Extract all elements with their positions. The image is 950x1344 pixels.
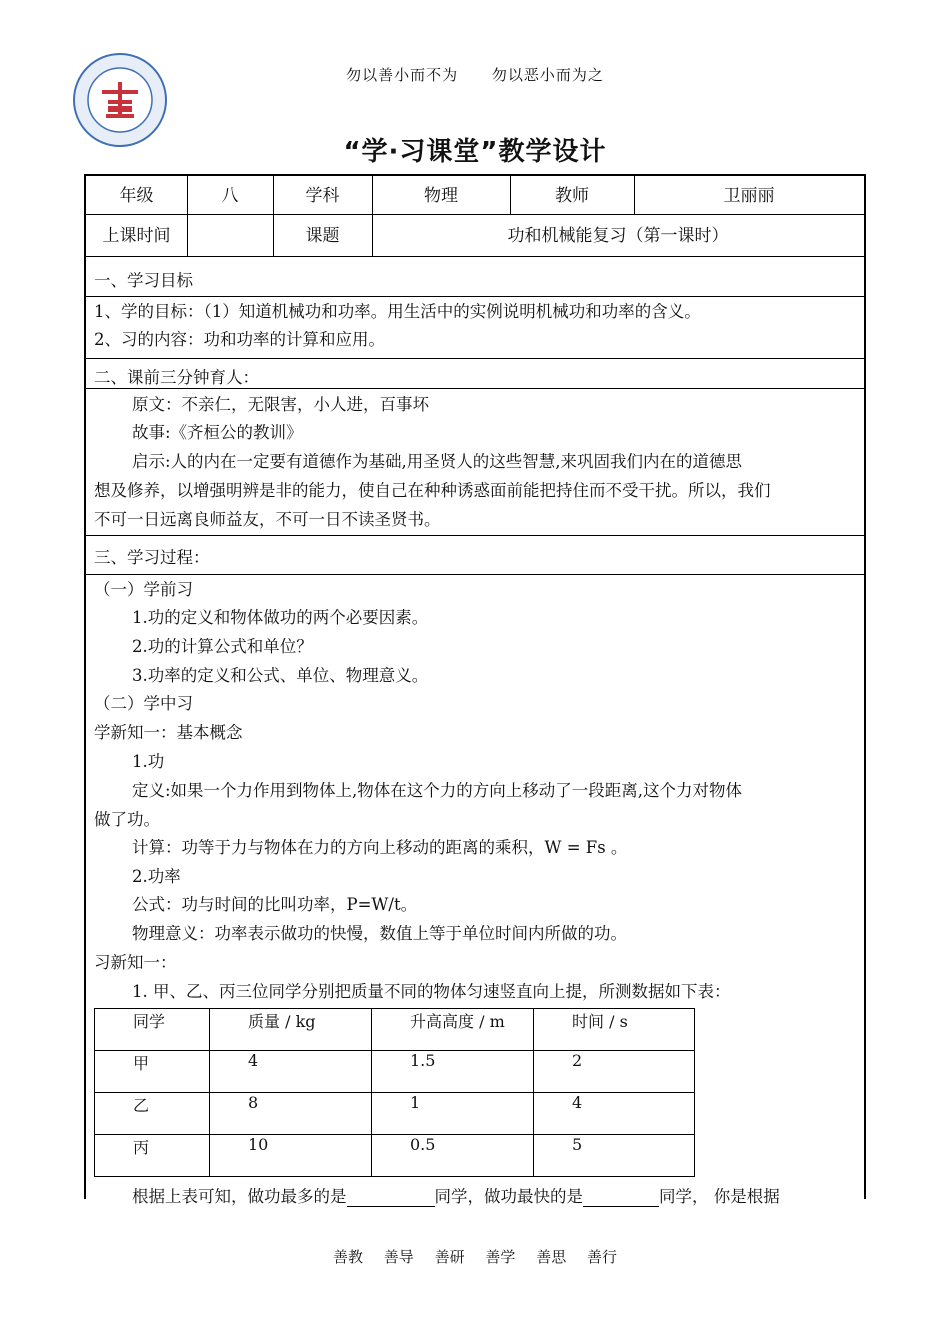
table-cell: 5 <box>534 1135 695 1177</box>
table-cell: 1 <box>372 1093 534 1135</box>
answer-blank-fastest[interactable] <box>583 1188 659 1207</box>
table-cell: 1.5 <box>372 1051 534 1093</box>
footer-values <box>0 1246 950 1267</box>
table-cell: 2 <box>534 1051 695 1093</box>
conclusion-part-a: 根据上表可知，做功最多的是 <box>132 1187 347 1206</box>
table-header-cell: 质量 / kg <box>210 1009 372 1051</box>
data-table <box>94 1008 695 1177</box>
practice-heading: 习新知一： <box>94 953 177 972</box>
table-cell: 丙 <box>95 1135 210 1177</box>
footer-item: 善学 <box>485 1248 516 1266</box>
work-calculation: 计算：功等于力与物体在力的方向上移动的距离的乘积，W = Fs 。 <box>132 838 628 857</box>
grade-value: 八 <box>221 186 239 206</box>
education-insight-3: 不可一日远离良师益友，不可一日不读圣贤书。 <box>94 510 441 529</box>
table-row <box>95 1093 695 1135</box>
answer-blank-most-work[interactable] <box>347 1188 435 1207</box>
table-header-cell: 同学 <box>95 1009 210 1051</box>
subject-label: 学科 <box>305 186 340 206</box>
table-cell: 4 <box>210 1051 372 1093</box>
table-header-row <box>95 1009 695 1051</box>
education-insight-2: 想及修养，以增强明辨是非的能力，使自己在种种诱惑面前能把持住而不受干扰。所以，我们 <box>94 481 771 500</box>
conclusion-part-c: 同学， 你是根据 <box>659 1187 780 1206</box>
power-formula: 公式：功与时间的比叫功率，P=W/t。 <box>132 895 418 914</box>
teacher-label: 教师 <box>555 186 589 206</box>
process-heading: 三、学习过程： <box>94 548 210 567</box>
footer-item: 善导 <box>383 1248 414 1266</box>
page-title: “学·习课堂”教学设计 <box>343 137 607 167</box>
table-cell: 4 <box>534 1093 695 1135</box>
pre-item-2: 2.功的计算公式和单位？ <box>132 637 313 656</box>
subject-value: 物理 <box>424 186 458 206</box>
goals-line-1: 1、学的目标：（1）知道机械功和功率。用生活中的实例说明机械功和功率的含义。 <box>94 302 701 321</box>
pre-item-3: 3.功率的定义和公式、单位、物理意义。 <box>132 666 429 685</box>
goals-line-2: 2、习的内容：功和功率的计算和应用。 <box>94 330 385 349</box>
lesson-plan-table <box>84 174 866 1206</box>
table-cell: 甲 <box>95 1051 210 1093</box>
table-cell: 乙 <box>95 1093 210 1135</box>
work-definition-2: 做了功。 <box>94 810 160 829</box>
motto-right: 勿以恶小而为之 <box>491 66 604 84</box>
table-row <box>95 1051 695 1093</box>
education-insight-1: 启示:人的内在一定要有道德作为基础,用圣贤人的这些智慧,来巩固我们内在的道德思 <box>132 452 743 471</box>
table-cell: 10 <box>210 1135 372 1177</box>
motto-left: 勿以善小而不为 <box>346 66 459 84</box>
header-motto <box>0 64 950 85</box>
grade-label: 年级 <box>119 186 154 206</box>
time-label: 上课时间 <box>102 226 171 246</box>
education-story: 故事:《齐桓公的教训》 <box>132 423 303 442</box>
new-knowledge-1: 学新知一：基本概念 <box>94 723 243 742</box>
topic-label: 课题 <box>305 226 340 246</box>
education-heading: 二、课前三分钟育人： <box>94 368 259 387</box>
table-cell: 8 <box>210 1093 372 1135</box>
table-header-cell: 时间 / s <box>534 1009 695 1051</box>
conclusion-part-b: 同学，做功最快的是 <box>434 1187 583 1206</box>
power-meaning: 物理意义：功率表示做功的快慢，数值上等于单位时间内所做的功。 <box>132 924 627 943</box>
conclusion-line <box>132 1183 856 1207</box>
work-definition-1: 定义:如果一个力作用到物体上,物体在这个力的方向上移动了一段距离,这个力对物体 <box>132 781 743 800</box>
table-row <box>95 1135 695 1177</box>
power-title: 2.功率 <box>132 867 181 886</box>
mid-heading: （二）学中习 <box>94 694 193 713</box>
time-value <box>187 216 273 256</box>
footer-item: 善行 <box>586 1248 617 1266</box>
pre-heading: （一）学前习 <box>94 580 193 599</box>
topic-value: 功和机械能复习（第一课时） <box>507 226 729 246</box>
footer-item: 善教 <box>333 1248 364 1266</box>
goals-heading: 一、学习目标 <box>94 271 193 290</box>
work-title: 1.功 <box>132 752 165 771</box>
teacher-value: 卫丽丽 <box>723 186 775 206</box>
table-header-cell: 升高高度 / m <box>372 1009 534 1051</box>
footer-item: 善思 <box>536 1248 567 1266</box>
problem-intro: 1. 甲、乙、丙三位同学分别把质量不同的物体匀速竖直向上提，所测数据如下表： <box>132 982 731 1001</box>
pre-item-1: 1.功的定义和物体做功的两个必要因素。 <box>132 608 429 627</box>
footer-item: 善研 <box>434 1248 465 1266</box>
education-original: 原文：不亲仁，无限害，小人进，百事坏 <box>132 395 429 414</box>
table-cell: 0.5 <box>372 1135 534 1177</box>
